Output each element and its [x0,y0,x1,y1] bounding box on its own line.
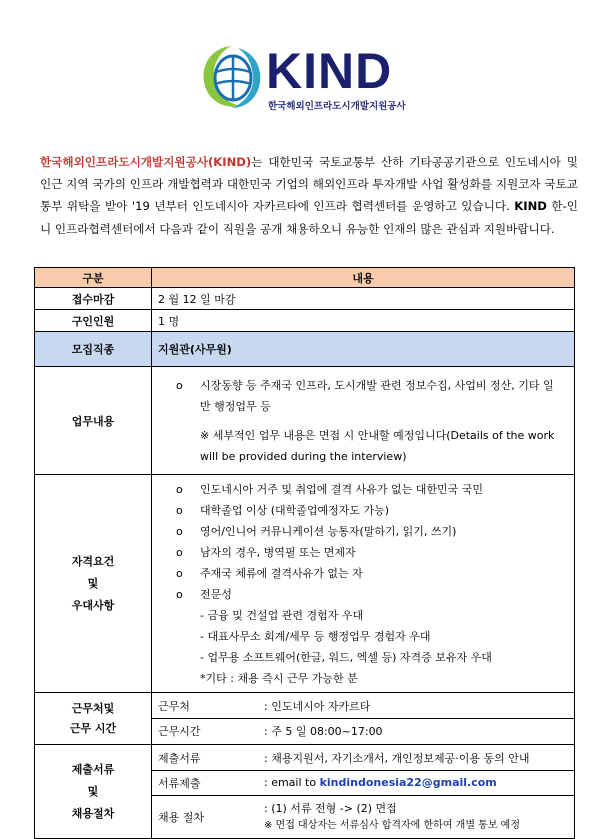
documents-row [152,746,574,771]
logo-subtitle: 한국해외인프라도시개발지원공사 [268,101,406,112]
qualifications-label: 자격요건 및 우대사항 [35,475,152,693]
kind-logo [198,42,418,112]
qualification-subitem: - 금융 및 건설업 관련 경험자 우대 [200,609,364,622]
bullet-icon: o [176,379,183,392]
process-row [152,796,574,838]
submit-method-value: : email to kindindonesia22@gmail.com [264,776,497,789]
intro-paragraph [40,151,578,240]
org-name: 한국해외인프라도시개발지원공사(KIND) [40,155,252,169]
globe-logo-icon [198,42,264,112]
qualification-item: o 영어/인니어 커뮤니케이션 능통자(말하기, 읽기, 쓰기) [152,521,564,542]
qualification-subitem: - 업무용 소프트웨어(한글, 워드, 엑셀 등) 자격증 보유자 우대 [200,651,492,664]
headcount-label: 구인인원 [35,310,152,332]
submission-row [35,745,575,839]
qualification-item: o 주재국 체류에 결격사유가 없는 자 [152,563,564,584]
intro-kind: KIND [514,199,547,214]
qualification-item: o 전문성 [152,584,564,605]
process-note: ※ 면접 대상자는 서류심사 합격자에 한하여 개별 통보 예정 [264,819,520,831]
bullet-icon: o [176,588,183,601]
qualification-subitem: - 대표사무소 회계/세무 등 행정업무 경험자 우대 [200,630,431,643]
workplace-row [35,693,575,745]
position-value: 지원관(사무원) [152,332,575,367]
email-link[interactable]: kindindonesia22@gmail.com [319,776,497,789]
documents-key: 제출서류 [158,751,201,765]
bullet-icon: o [176,525,183,538]
duty-note: ※ 세부적인 업무 내용은 면접 시 안내할 예정입니다(Details of the work will be provided during the interview) [200,429,555,463]
duties-row [35,367,575,475]
table-header-row [35,268,575,288]
process-value: : (1) 서류 전형 -> (2) 면접 ※ 면접 대상자는 서류심사 합격자에 한하여 개별 통보 예정 [264,800,574,834]
duty-item: o 시장동향 등 주재국 인프라, 도시개발 관련 정보수집, 사업비 정산, 기타 일반 행정업무 등 [152,375,564,417]
qualifications-row [35,475,575,693]
intro-text-1: 는 대한민국 국토교통부 산하 기타공공기관으로 인도네시아 및 인근 지역 국가의 인프라 개발협력과 대한민국 기업의 해외인프라 투자개발 사업 활성화를 지원코자 국토교통부 위탁을 받아 '19 년부터 인도네시아 자카르타에 인프라 협력센터를 운영하고 있습니다. [40,155,578,214]
bullet-icon: o [176,567,183,580]
header-category: 구분 [35,268,152,288]
work-hours-row [152,719,574,744]
documents-value: : 채용지원서, 자기소개서, 개인정보제공·이용 동의 안내 [264,751,530,765]
deadline-row [35,288,575,310]
duties-label: 업무내용 [35,367,152,475]
workplace-location-row [152,694,574,719]
bullet-icon: o [176,546,183,559]
position-row [35,332,575,367]
process-key: 채용 절차 [158,810,205,824]
bullet-icon: o [176,483,183,496]
work-hours-value: : 주 5 일 08:00~17:00 [264,725,383,738]
qualification-item: o 대학졸업 이상 (대학졸업예정자도 가능) [152,500,564,521]
qualification-item: o 남자의 경우, 병역필 또는 면제자 [152,542,564,563]
qualification-extra: *기타 : 채용 즉시 근무 가능한 분 [200,672,358,685]
deadline-label: 접수마감 [35,288,152,310]
submit-method-row [152,771,574,796]
work-hours-key: 근무시간 [158,725,201,738]
header-content: 내용 [152,268,575,288]
workplace-location-key: 근무처 [158,699,190,713]
job-posting-table [34,267,575,839]
submission-label: 제출서류 및 채용절차 [35,745,152,839]
submit-method-key: 서류제출 [158,776,201,790]
deadline-value: 2 월 12 일 마감 [152,288,575,310]
bullet-icon: o [176,504,183,517]
workplace-label: 근무처및 근무 시간 [35,693,152,745]
logo-wordmark: KIND [266,43,393,99]
intro-text-2: 한-인니 인프라협력센터에서 다음과 같이 직원을 공개 채용하오니 유능한 인재의 많은 관심과 지원바랍니다. [40,199,578,236]
headcount-row [35,310,575,332]
qualification-item: o 인도네시아 거주 및 취업에 결격 사유가 없는 대한민국 국민 [152,479,564,500]
position-label: 모집직종 [35,332,152,367]
workplace-location-value: : 인도네시아 자카르타 [264,699,371,713]
headcount-value: 1 명 [152,310,575,332]
